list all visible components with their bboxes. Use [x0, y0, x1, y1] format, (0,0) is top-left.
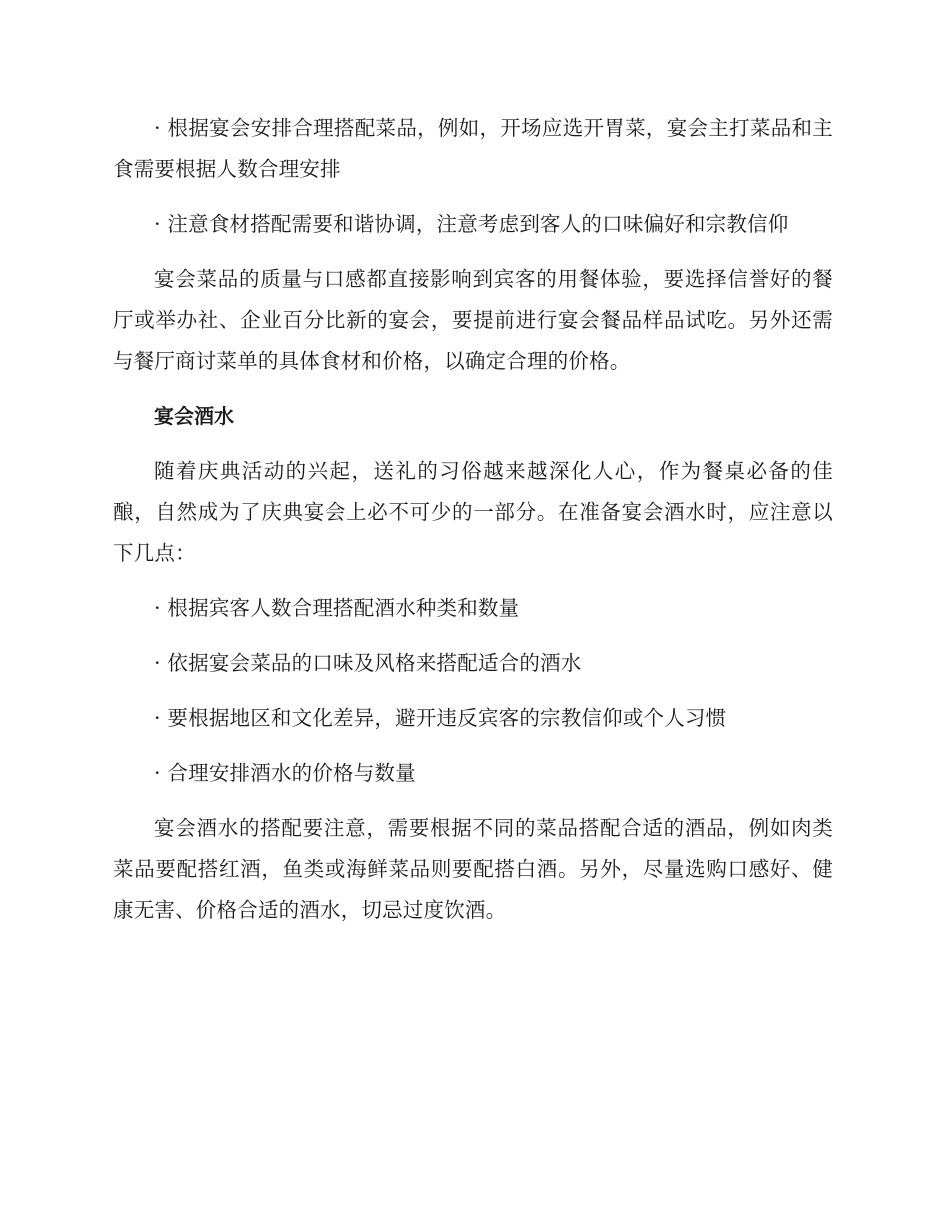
body-paragraph: 宴会菜品的质量与口感都直接影响到宾客的用餐体验，要选择信誉好的餐厅或举办社、企业百分比新的宴会，要提前进行宴会餐品样品试吃。另外还需与餐厅商讨菜单的具体食材和价格，以确定合理的价格。: [113, 267, 833, 373]
bullet-item: · 合理安排酒水的价格与数量: [154, 761, 416, 785]
section-heading: 宴会酒水: [154, 404, 234, 428]
bullet-item: · 根据宾客人数合理搭配酒水种类和数量: [154, 596, 520, 620]
bullet-item: · 根据宴会安排合理搭配菜品，例如，开场应选开胃菜，宴会主打菜品和主食需要根据人数合理安排: [113, 116, 833, 181]
bullet-item: · 要根据地区和文化差异，避开违反宾客的宗教信仰或个人习惯: [154, 706, 727, 730]
bullet-item: · 注意食材搭配需要和谐协调，注意考虑到客人的口味偏好和宗教信仰: [154, 212, 789, 236]
document-page: [113, 108, 833, 931]
body-paragraph: 宴会酒水的搭配要注意，需要根据不同的菜品搭配合适的酒品，例如肉类菜品要配搭红酒，鱼类或海鲜菜品则要配搭白酒。另外，尽量选购口感好、健康无害、价格合适的酒水，切忌过度饮酒。: [113, 816, 833, 922]
body-paragraph: 随着庆典活动的兴起，送礼的习俗越来越深化人心，作为餐桌必备的佳酿，自然成为了庆典宴会上必不可少的一部分。在准备宴会酒水时，应注意以下几点：: [113, 459, 833, 565]
bullet-item: · 依据宴会菜品的口味及风格来搭配适合的酒水: [154, 651, 582, 675]
